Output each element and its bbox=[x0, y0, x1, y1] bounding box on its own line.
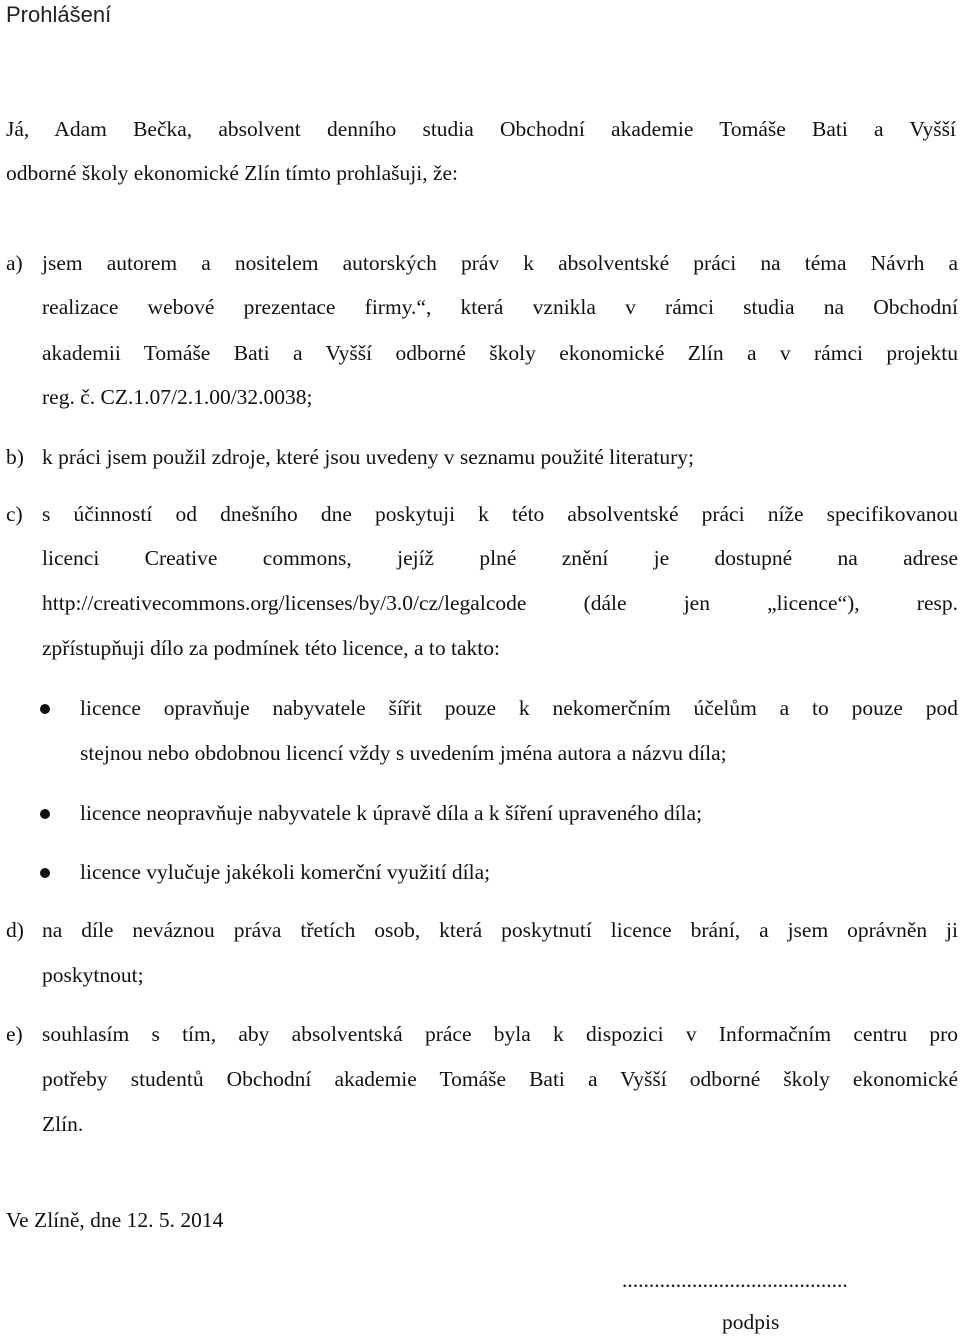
intro-line-1: Já, Adam Bečka, absolvent denního studia Obchodní akademie Tomáše Bati a Vyšší bbox=[6, 117, 956, 141]
intro-line-2: odborné školy ekonomické Zlín tímto prohlašuji, že: bbox=[6, 161, 459, 185]
bullet-dot-icon bbox=[40, 809, 50, 819]
item-c-line-4: zpřístupňuji dílo za podmínek této licence, a to takto: bbox=[42, 636, 500, 660]
signature-line: .......................................... bbox=[622, 1268, 848, 1292]
item-e-label: e) bbox=[6, 1022, 23, 1046]
item-a-line-2: realizace webové prezentace firmy.“, která vznikla v rámci studia na Obchodní bbox=[42, 295, 958, 319]
item-a-line-1: jsem autorem a nositelem autorských práv k absolventské práci na téma Návrh a bbox=[42, 251, 958, 275]
item-b-line-1: k práci jsem použil zdroje, které jsou uvedeny v seznamu použité literatury; bbox=[42, 445, 694, 469]
signature-label: podpis bbox=[722, 1310, 780, 1334]
bullet-dot-icon bbox=[40, 704, 50, 714]
item-e-line-3: Zlín. bbox=[42, 1112, 84, 1136]
item-a-line-4: reg. č. CZ.1.07/2.1.00/32.0038; bbox=[42, 385, 313, 409]
bullet-2-line-1: licence neopravňuje nabyvatele k úpravě díla a k šíření upraveného díla; bbox=[80, 801, 703, 825]
item-e-line-1: souhlasím s tím, aby absolventská práce byla k dispozici v Informačním centru pro bbox=[42, 1022, 958, 1046]
item-b-label: b) bbox=[6, 445, 24, 469]
item-a-line-3: akademii Tomáše Bati a Vyšší odborné školy ekonomické Zlín a v rámci projektu bbox=[42, 341, 958, 365]
item-c-label: c) bbox=[6, 502, 23, 526]
page-title: Prohlášení bbox=[6, 2, 112, 27]
item-c-line-2: licenci Creative commons, jejíž plné znění je dostupné na adrese bbox=[42, 546, 958, 570]
bullet-dot-icon bbox=[40, 868, 50, 878]
item-a-label: a) bbox=[6, 251, 23, 275]
item-d-line-1: na díle neváznou práva třetích osob, která poskytnutí licence brání, a jsem oprávněn ji bbox=[42, 918, 958, 942]
bullet-1-line-2: stejnou nebo obdobnou licencí vždy s uvedením jména autora a názvu díla; bbox=[80, 741, 727, 765]
item-c-line-3: http://creativecommons.org/licenses/by/3.0/cz/legalcode (dále jen „licence“), resp. bbox=[42, 591, 958, 615]
item-c-line-1: s účinností od dnešního dne poskytuji k této absolventské práci níže specifikovanou bbox=[42, 502, 958, 526]
place-date: Ve Zlíně, dne 12. 5. 2014 bbox=[6, 1208, 224, 1232]
item-d-line-2: poskytnout; bbox=[42, 963, 144, 987]
item-d-label: d) bbox=[6, 918, 24, 942]
bullet-3-line-1: licence vylučuje jakékoli komerční využití díla; bbox=[80, 860, 491, 884]
bullet-1-line-1: licence opravňuje nabyvatele šířit pouze k nekomerčním účelům a to pouze pod bbox=[80, 696, 958, 720]
item-e-line-2: potřeby studentů Obchodní akademie Tomáše Bati a Vyšší odborné školy ekonomické bbox=[42, 1067, 958, 1091]
